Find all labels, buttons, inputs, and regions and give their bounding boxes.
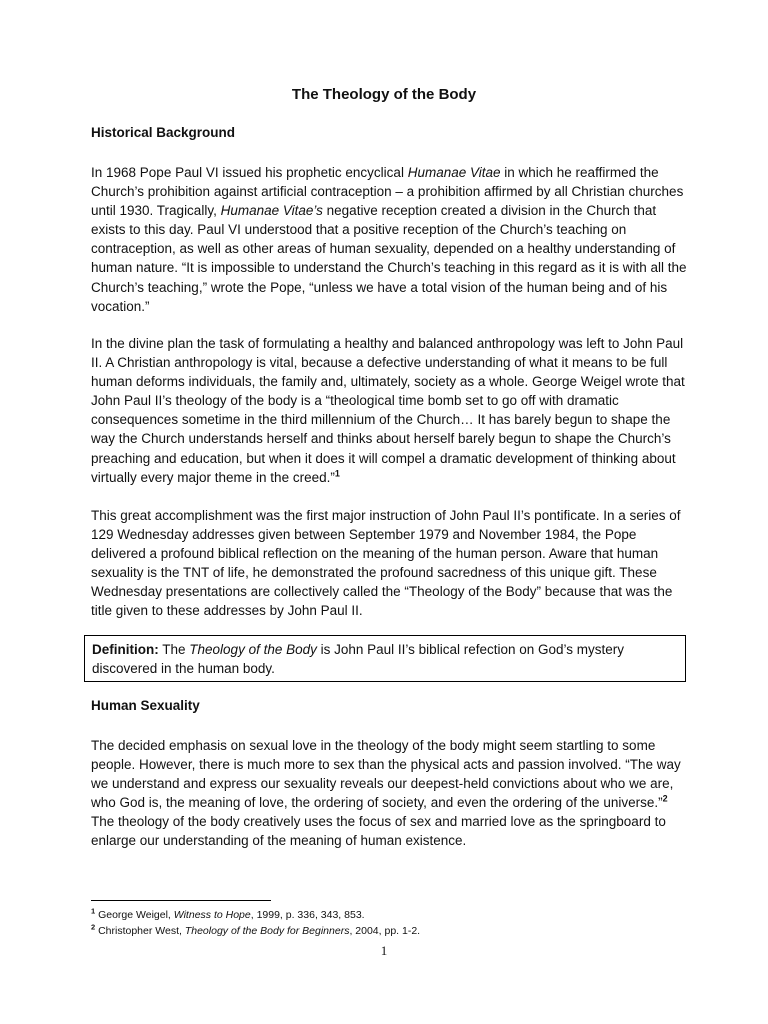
text-run: , 1999, p. 336, 343, 853.	[250, 909, 365, 921]
text-run: is John Paul II’s biblical refection on God’s mystery discovered in the human body.	[92, 642, 625, 677]
footnote-number: 2	[91, 922, 96, 932]
footnote-ref-1[interactable]: 1	[334, 468, 340, 479]
document-title: The Theology of the Body	[291, 86, 477, 103]
text-run: In 1968 Pope Paul VI issued his prophetic encyclical	[91, 165, 408, 180]
italic-book-title: Witness to Hope	[173, 909, 251, 921]
text-run: negative reception created a division in the Church that exists to this day. Paul VI understood that a positive reception of the Church’s teaching on contraception, as well as other areas of human sexuality, depended on a healthy understanding of human nature. “It is impossible to understand the Church’s teaching in this regard as it is with all the Church’s teaching,” wrote the Pope, “unless we have a total vision of the human being and of his vocation.”	[91, 203, 687, 314]
footnote-2	[91, 924, 420, 938]
paragraph-divine-plan	[91, 334, 691, 487]
italic-book-title: Theology of the Body for Beginners	[184, 925, 350, 937]
definition-label: Definition:	[92, 642, 159, 657]
footnote-ref-2[interactable]: 2	[662, 793, 668, 804]
definition-box	[84, 635, 686, 682]
footnote-number: 1	[91, 906, 96, 916]
text-run: , 2004, pp. 1-2.	[349, 925, 421, 937]
text-run: Christopher West,	[95, 925, 185, 937]
section-heading-historical-background: Historical Background	[91, 125, 236, 140]
paragraph-great-accomplishment: This great accomplishment was the first major instruction of John Paul II’s pontificate. In a series of 129 Wednesday addresses given between September 1979 and November 1984, the Pope delivered a profound biblical reflection on the meaning of the human person. Aware that human sexuality is the TNT of life, he demonstrated the profound sacredness of this unique gift. These Wednesday presentations are collectively called the “Theology of the Body” because that was the title given to these addresses by John Paul II.	[91, 508, 681, 619]
italic-term-theology-of-the-body: Theology of the Body	[189, 642, 317, 657]
text-run: The decided emphasis on sexual love in the theology of the body might seem startling to some people. However, there is much more to sex than the physical acts and passion involved. “The way we understand and express our sexuality reveals our deepest-held convictions about who we are, who God is, the meaning of love, the ordering of society, and even the ordering of the universe.”	[91, 738, 681, 811]
paragraph-sexual-love	[91, 736, 691, 851]
text-run: The theology of the body creatively uses the focus of sex and married love as the springboard to enlarge our understanding of the meaning of human existence.	[91, 814, 666, 849]
footnote-divider	[91, 900, 271, 901]
text-run: in which he reaffirmed the Church’s prohibition against artificial contraception – a prohibition affirmed by all Christian churches until 1930. Tragically,	[91, 165, 684, 219]
section-heading-human-sexuality: Human Sexuality	[91, 698, 200, 713]
text-run: In the divine plan the task of formulating a healthy and balanced anthropology was left to John Paul II. A Christian anthropology is vital, because a defective understanding of what it means to be full human deforms individuals, the family and, ultimately, society as a whole. George Weigel wrote that John Paul II’s theology of the body is a “theological time bomb set to go off with dramatic consequences sometime in the third millennium of the Church… It has barely begun to shape the way the Church understands herself and thinks about herself barely begun to shape the Church’s preaching and education, but when it does it will compel a dramatic development of thinking about virtually every major theme in the creed.”	[91, 336, 685, 485]
italic-title-humanae-vitaes: Humanae Vitae’s	[220, 203, 323, 219]
text-run: George Weigel,	[95, 909, 174, 921]
italic-title-humanae-vitae: Humanae Vitae	[407, 165, 501, 180]
footnote-1	[91, 908, 365, 922]
page-number: 1	[380, 943, 388, 958]
text-run: The	[158, 642, 190, 657]
paragraph-humanae-vitae	[91, 163, 691, 316]
